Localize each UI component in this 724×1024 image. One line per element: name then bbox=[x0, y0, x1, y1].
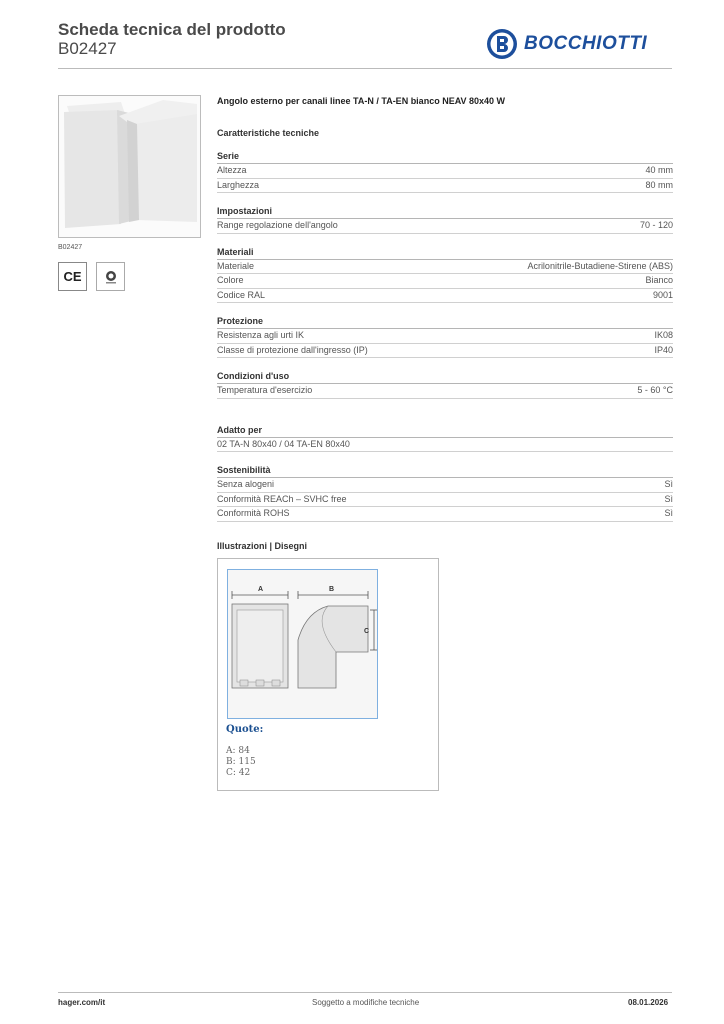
spec-row: Larghezza 80 mm bbox=[217, 179, 673, 194]
dim-label-a: A bbox=[258, 586, 264, 593]
product-photo bbox=[58, 95, 201, 238]
footer-divider bbox=[58, 992, 672, 993]
ce-certification-icon: CE bbox=[58, 262, 87, 291]
quote-b: B: 115 bbox=[226, 757, 256, 767]
spec-row: Altezza 40 mm bbox=[217, 164, 673, 179]
photo-caption: B02427 bbox=[58, 244, 83, 251]
quote-label: Quote: bbox=[226, 724, 264, 735]
section-title: Sostenibilità bbox=[217, 465, 673, 478]
section-serie bbox=[217, 151, 673, 193]
spec-row: Temperatura d'esercizio 5 - 60 °C bbox=[217, 384, 673, 399]
dimension-drawing bbox=[228, 570, 377, 718]
brand-b-icon bbox=[486, 28, 518, 60]
spec-row: Conformità ROHS Sì bbox=[217, 507, 673, 522]
dim-label-b: B bbox=[329, 586, 335, 593]
section-sostenibilita bbox=[217, 465, 673, 522]
spec-row: Resistenza agli urti IK IK08 bbox=[217, 329, 673, 344]
spec-row: Classe di protezione dall'ingresso (IP) IP40 bbox=[217, 344, 673, 359]
dim-label-c: C bbox=[364, 628, 370, 635]
section-title: Impostazioni bbox=[217, 206, 673, 219]
spec-row: 02 TA-N 80x40 / 04 TA-EN 80x40 bbox=[217, 438, 673, 453]
section-title: Adatto per bbox=[217, 425, 673, 438]
section-title: Serie bbox=[217, 151, 673, 164]
section-title: Condizioni d'uso bbox=[217, 371, 673, 384]
corner-fitting-image bbox=[59, 96, 200, 237]
spec-row: Materiale Acrilonitrile-Butadiene-Stirene (ABS) bbox=[217, 260, 673, 275]
spec-row: Conformità REACh – SVHC free Sì bbox=[217, 493, 673, 508]
brand-name: BOCCHIOTTI bbox=[524, 33, 648, 54]
page-title: Scheda tecnica del prodotto bbox=[58, 20, 286, 39]
spec-row: Senza alogeni Sì bbox=[217, 478, 673, 493]
spec-row: Codice RAL 9001 bbox=[217, 289, 673, 304]
footer-note: Soggetto a modifiche tecniche bbox=[312, 998, 420, 1007]
tech-heading: Caratteristiche tecniche bbox=[217, 128, 320, 138]
spec-row: Range regolazione dell'angolo 70 - 120 bbox=[217, 219, 673, 234]
footer-date: 08.01.2026 bbox=[628, 998, 669, 1007]
quality-mark-icon bbox=[96, 262, 125, 291]
section-condizioni bbox=[217, 371, 673, 399]
quote-a: A: 84 bbox=[226, 746, 250, 756]
technical-drawing bbox=[227, 569, 378, 719]
header-divider bbox=[58, 68, 672, 69]
section-materiali bbox=[217, 247, 673, 304]
product-code: B02427 bbox=[58, 39, 117, 58]
ce-mark-icon bbox=[103, 269, 119, 285]
section-title: Protezione bbox=[217, 316, 673, 329]
section-title: Materiali bbox=[217, 247, 673, 260]
illustration-box bbox=[217, 558, 439, 791]
spec-content bbox=[217, 96, 673, 522]
section-adatto bbox=[217, 425, 673, 453]
spec-row: Colore Bianco bbox=[217, 274, 673, 289]
illustrations-title: Illustrazioni | Disegni bbox=[217, 541, 308, 551]
brand-logo bbox=[486, 28, 647, 60]
section-protezione bbox=[217, 316, 673, 358]
footer-website[interactable]: hager.com/it bbox=[58, 998, 106, 1007]
section-impostazioni bbox=[217, 206, 673, 234]
quote-c: C: 42 bbox=[226, 768, 251, 778]
product-title: Angolo esterno per canali linee TA-N / TA-EN bianco NEAV 80x40 W bbox=[217, 96, 506, 106]
